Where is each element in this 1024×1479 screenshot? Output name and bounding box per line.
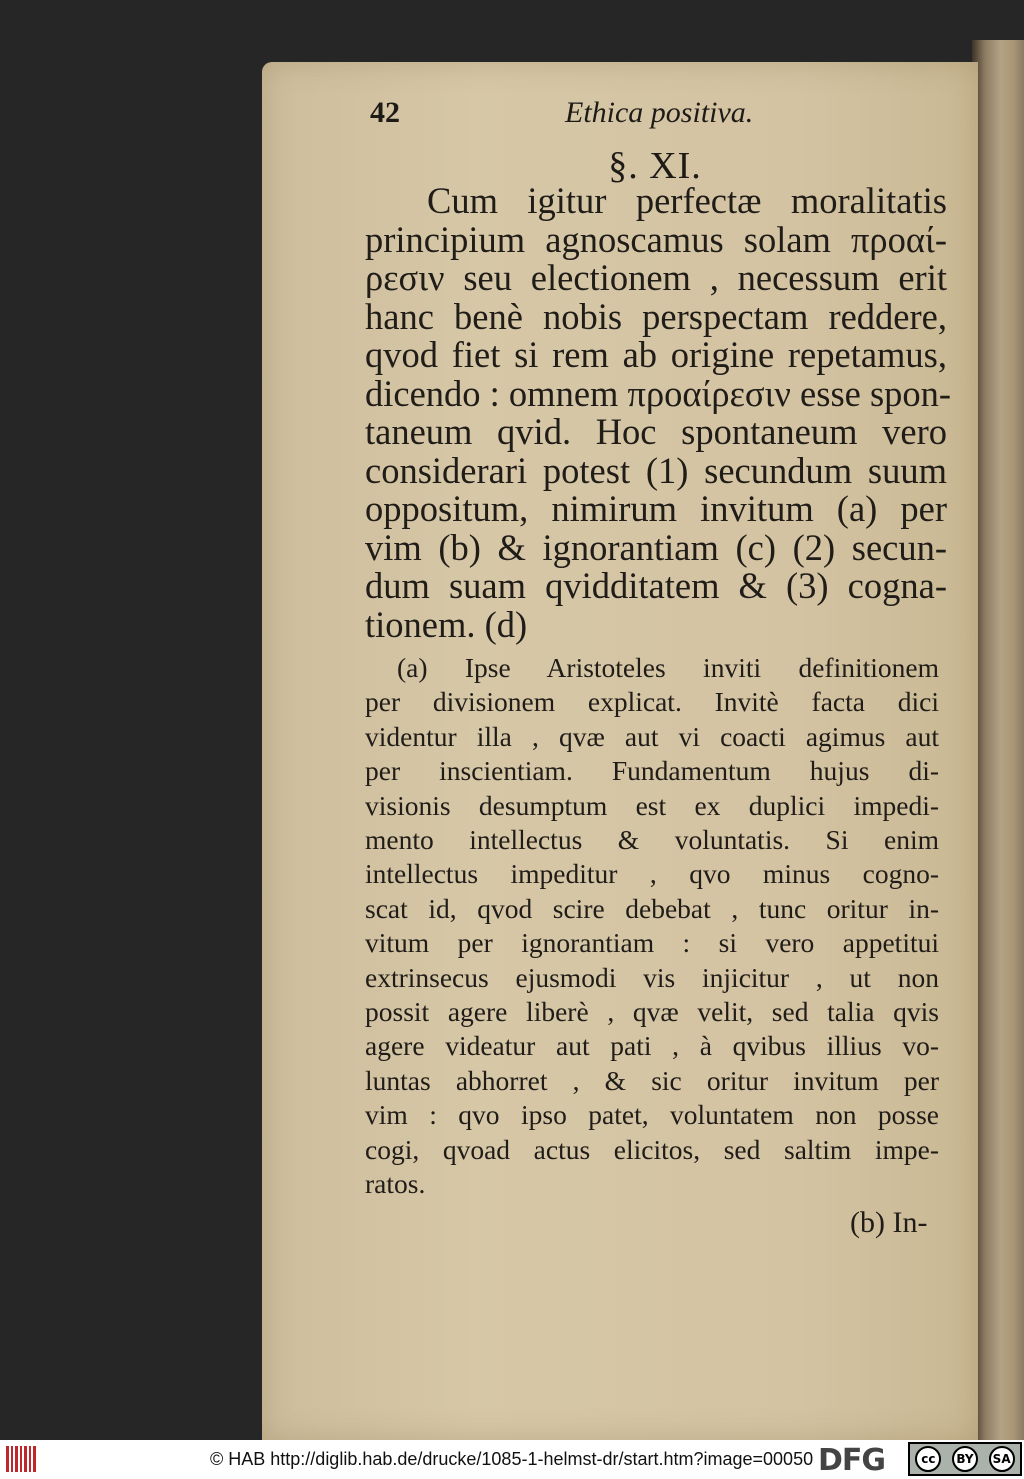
footer-bar xyxy=(0,1440,1024,1479)
cc-icon: cc xyxy=(915,1446,941,1472)
note-line: possit agere liberè , qvæ velit, sed talia qvis xyxy=(365,996,939,1028)
main-line: tionem. (d) xyxy=(365,603,528,645)
note-line: vitum per ignorantiam : si vero appetitui xyxy=(365,927,939,959)
page-number: 42 xyxy=(370,96,400,129)
main-line: qvod fiet si rem ab origine repetamus, xyxy=(365,334,947,375)
book-edge xyxy=(972,40,1024,1440)
main-line: ρεσιν seu electionem , necessum erit xyxy=(365,257,947,298)
catchword: (b) In- xyxy=(850,1206,928,1239)
note-line: scat id, qvod scire debebat , tunc oritur in- xyxy=(365,892,939,924)
by-icon: BY xyxy=(952,1446,978,1472)
main-line: Cum igitur perfectæ moralitatis xyxy=(427,180,947,221)
note-line: videntur illa , qvæ aut vi coacti agimus aut xyxy=(365,720,939,752)
main-text xyxy=(365,180,952,645)
note-line: visionis desumptum est ex duplici impedi- xyxy=(365,789,939,821)
section-heading: §. XI. xyxy=(608,145,702,187)
main-line: principium agnoscamus solam προαί- xyxy=(365,218,947,260)
page-header xyxy=(370,96,950,136)
sa-icon: SA xyxy=(989,1446,1015,1472)
main-line: dum suam qvidditatem & (3) cogna- xyxy=(365,565,947,606)
note-line: intellectus impeditur , qvo minus cogno- xyxy=(365,858,939,890)
main-line: considerari potest (1) secundum suum xyxy=(365,449,947,491)
note-line: extrinsecus ejusmodi vis injicitur , ut non xyxy=(365,961,939,993)
note-line: agere videatur aut pati , à qvibus illius vo- xyxy=(365,1030,939,1062)
cc-license-badge[interactable] xyxy=(908,1442,1022,1476)
footnote-text xyxy=(365,651,939,1202)
main-line: dicendo : omnem προαίρεσιν esse spon- xyxy=(365,372,952,414)
running-title: Ethica positiva. xyxy=(565,96,754,129)
note-line: vim : qvo ipso patet, voluntatem non posse xyxy=(365,1099,939,1131)
main-line: vim (b) & ignorantiam (c) (2) secun- xyxy=(365,526,947,568)
dfg-logo[interactable]: DFG xyxy=(818,1443,886,1478)
note-line: per inscientiam. Fundamentum hujus di- xyxy=(365,755,939,787)
note-line: (a) Ipse Aristoteles inviti definitionem xyxy=(397,652,939,683)
main-line: hanc benè nobis perspectam reddere, xyxy=(365,295,947,337)
note-line: ratos. xyxy=(365,1168,426,1200)
hab-logo-icon[interactable] xyxy=(6,1446,36,1472)
main-line: taneum qvid. Hoc spontaneum vero xyxy=(365,411,947,452)
source-url[interactable]: © HAB http://diglib.hab.de/drucke/1085-1-helmst-dr/start.htm?image=00050 xyxy=(210,1449,814,1469)
note-line: cogi, qvoad actus elicitos, sed saltim impe- xyxy=(365,1133,939,1165)
main-line: oppositum, nimirum invitum (a) per xyxy=(365,488,947,529)
note-line: per divisionem explicat. Invitè facta dici xyxy=(365,686,939,718)
note-line: mento intellectus & voluntatis. Si enim xyxy=(365,824,939,856)
note-line: luntas abhorret , & sic oritur invitum per xyxy=(365,1064,939,1096)
